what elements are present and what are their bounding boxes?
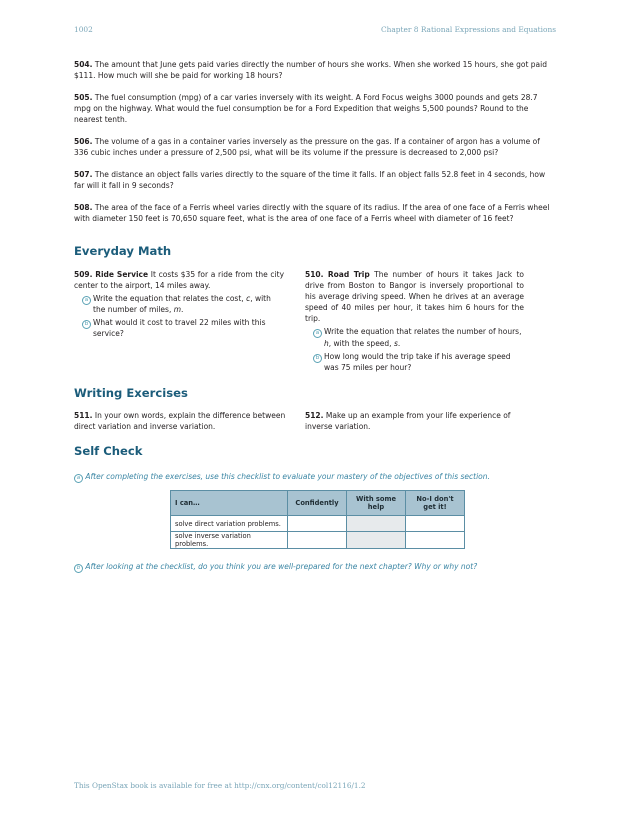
exercise-507 xyxy=(74,169,556,191)
subpart-b: b What would it cost to travel 22 miles with this service? xyxy=(82,317,284,339)
exercise-number: 511. xyxy=(74,411,93,420)
checkbox-cell-confidently[interactable] xyxy=(288,532,347,549)
self-check-instruction-b: b After looking at the checklist, do you think you are well-prepared for the next chapter? Why or why not? xyxy=(74,562,477,573)
checkbox-cell-with-some-help[interactable] xyxy=(347,532,406,549)
checkbox-cell-confidently[interactable] xyxy=(288,516,347,532)
exercise-text: In your own words, explain the difference between direct variation and inverse variation. xyxy=(74,411,286,432)
exercise-508 xyxy=(74,202,556,224)
chapter-title: Chapter 8 Rational Expressions and Equations xyxy=(380,25,556,34)
exercise-number: 507. xyxy=(74,170,93,179)
exercise-text: Make up an example from your life experience of inverse variation. xyxy=(305,411,511,432)
section-title-everyday-math: Everyday Math xyxy=(74,244,172,258)
column-header: Confidently xyxy=(288,491,347,516)
exercise-text: The number of hours it takes Jack to drive from Boston to Bangor is inversely proportional to his average driving speed. When he drives at an average speed of 40 miles per hour, it takes him 6 hours for the trip. xyxy=(305,270,525,324)
exercise-text: The amount that June gets paid varies directly the number of hours she works. When she worked 15 hours, she got paid $111. How much will she be paid for working 18 hours? xyxy=(74,60,547,81)
exercise-504 xyxy=(74,59,556,81)
exercise-512 xyxy=(305,410,527,432)
column-header: I can… xyxy=(171,491,288,516)
self-check-instruction-a: a After completing the exercises, use this checklist to evaluate your mastery of the objectives of this section. xyxy=(74,472,490,483)
checkbox-cell-with-some-help[interactable] xyxy=(347,516,406,532)
exercise-505 xyxy=(74,92,556,125)
exercise-text: The fuel consumption (mpg) of a car varies inversely with its weight. A Ford Focus weighs 3000 pounds and gets 28.7 mpg on the highway. What would the fuel consumption be for a Ford Expedition that weighs 5,500 pounds? Round to the nearest tenth. xyxy=(74,93,538,125)
exercise-510 xyxy=(305,269,524,373)
exercise-number: 508. xyxy=(74,203,93,212)
exercise-509 xyxy=(74,269,284,340)
checkbox-cell-dont-get-it[interactable] xyxy=(406,516,465,532)
exercise-number: 506. xyxy=(74,137,93,146)
exercise-number: 505. xyxy=(74,93,93,102)
exercise-text: The volume of a gas in a container varies inversely as the pressure on the gas. If a container of argon has a volume of 336 cubic inches under a pressure of 2,500 psi, what will be its volume if the pressure is decreased to 2,000 psi? xyxy=(74,137,540,158)
exercise-label: Ride Service xyxy=(95,270,149,279)
subpart-a: a Write the equation that relates the cost, c, with the number of miles, m. xyxy=(82,293,284,315)
section-title-self-check: Self Check xyxy=(74,444,143,458)
circled-letter-a: a xyxy=(313,329,322,338)
exercise-text: The area of the face of a Ferris wheel varies directly with the square of its radius. If the area of one face of a Ferris wheel with diameter 150 feet is 70,650 square feet, what is the area of one face of a Ferris wheel with diameter of 16 feet? xyxy=(74,203,550,224)
table-row xyxy=(171,532,465,549)
exercise-text: It costs $35 for a ride from the city center to the airport, 14 miles away. xyxy=(74,270,285,291)
exercise-506 xyxy=(74,136,556,158)
exercise-label: Road Trip xyxy=(327,270,370,279)
table-row xyxy=(171,516,465,532)
table-header-row xyxy=(171,491,465,516)
exercise-number: 512. xyxy=(305,411,324,420)
self-check-table xyxy=(170,490,465,549)
circled-letter-b: b xyxy=(74,564,83,573)
footer-license: This OpenStax book is available for free at http://cnx.org/content/col12116/1.2 xyxy=(74,781,366,790)
row-label: solve inverse variation problems. xyxy=(171,532,288,549)
circled-letter-a: a xyxy=(74,474,83,483)
circled-letter-b: b xyxy=(313,354,322,363)
exercise-511 xyxy=(74,410,296,432)
column-header: No-I don't get it! xyxy=(406,491,465,516)
checkbox-cell-dont-get-it[interactable] xyxy=(406,532,465,549)
column-header: With some help xyxy=(347,491,406,516)
section-title-writing-exercises: Writing Exercises xyxy=(74,386,188,400)
exercise-number: 509. xyxy=(74,270,93,279)
row-label: solve direct variation problems. xyxy=(171,516,288,532)
subpart-b: b How long would the trip take if his average speed was 75 miles per hour? xyxy=(313,351,524,373)
exercise-text: The distance an object falls varies directly to the square of the time it falls. If an object falls 52.8 feet in 4 seconds, how far will it fall in 9 seconds? xyxy=(74,170,546,191)
circled-letter-a: a xyxy=(82,296,91,305)
exercise-number: 504. xyxy=(74,60,93,69)
circled-letter-b: b xyxy=(82,320,91,329)
page-number: 1002 xyxy=(74,25,93,34)
subpart-a: a Write the equation that relates the number of hours, h, with the speed, s. xyxy=(313,326,524,348)
exercise-number: 510. xyxy=(305,270,324,279)
